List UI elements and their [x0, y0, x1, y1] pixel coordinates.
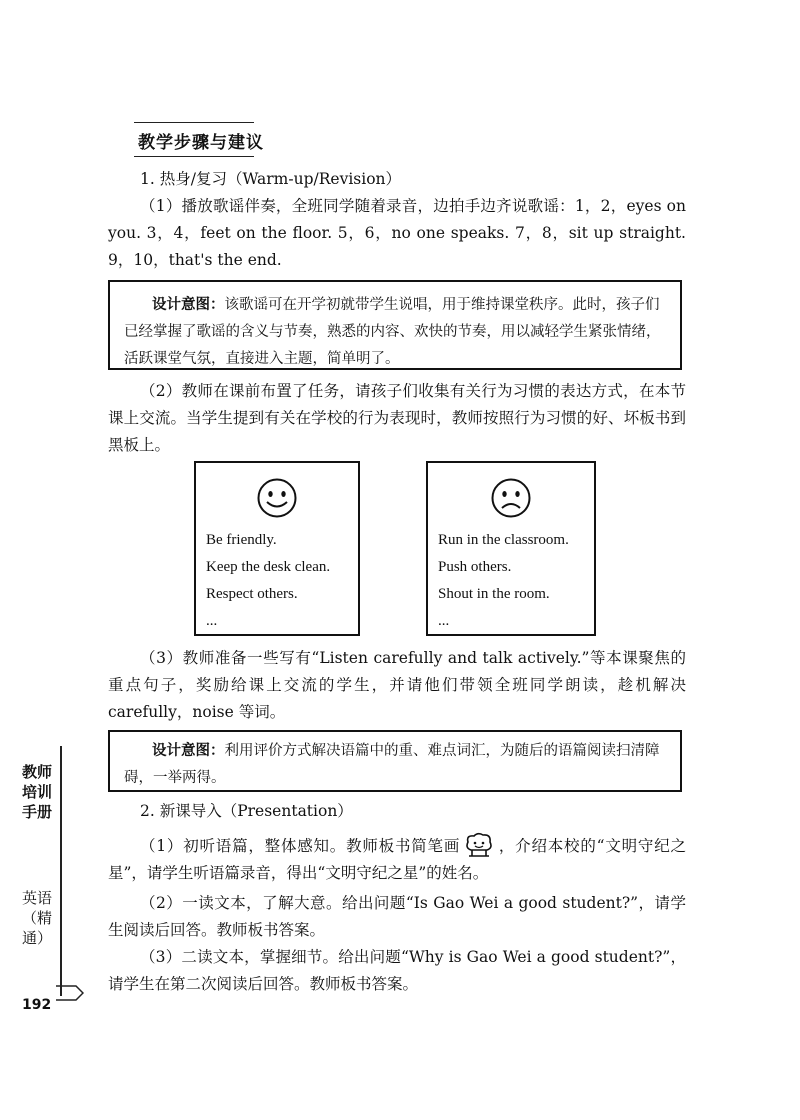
design-intent-box-2: [108, 730, 682, 792]
list-item: Respect others.: [206, 586, 298, 602]
list-item: Run in the classroom.: [438, 532, 569, 548]
design-intent-label: 设计意图：: [152, 743, 225, 759]
step1-paragraph-3: （3）教师准备一些写有“Listen carefully and talk actively.”等本课聚焦的重点句子，奖励给课上交流的学生，并请他们带领全班同学朗读，趁机解决 carefully，noise 等词。: [108, 649, 686, 721]
section-heading: 教学步骤与建议: [138, 133, 264, 153]
page-number: 192: [22, 997, 52, 1013]
star-student-sketch-icon: [462, 832, 496, 858]
design-intent-text: 利用评价方式解决语篇中的重、难点词汇，为随后的语篇阅读扫清障碍，一举两得。: [124, 743, 660, 786]
step1-paragraph-2: （2）教师在课前布置了任务，请孩子们收集有关行为习惯的表达方式，在本节课上交流。当学生提到有关在学校的行为表现时，教师按照行为习惯的好、坏板书到黑板上。: [108, 382, 686, 454]
sidebar-book-title: 教师培训手册: [21, 763, 52, 821]
list-item: ...: [206, 613, 218, 629]
smiley-face-icon: [256, 477, 298, 519]
page-marker-arrow-icon: [56, 984, 84, 1002]
step2-title: 2. 新课导入（Presentation）: [140, 802, 353, 820]
bad-behaviour-list: [438, 527, 569, 635]
step2-paragraph-3: （3）二读文本，掌握细节。给出问题“Why is Gao Wei a good student?”，请学生在第二次阅读后回答。教师板书答案。: [108, 948, 686, 993]
step1-title: 1. 热身/复习（Warm-up/Revision）: [140, 170, 402, 188]
list-item: Keep the desk clean.: [206, 559, 331, 575]
heading-rule-top: [134, 122, 254, 123]
list-item: Shout in the room.: [438, 586, 550, 602]
step2-paragraph-2: （2）一读文本，了解大意。给出问题“Is Gao Wei a good student?”，请学生阅读后回答。教师板书答案。: [108, 894, 686, 939]
sad-face-icon: [490, 477, 532, 519]
step2-paragraph-1: [108, 832, 686, 887]
heading-rule-bottom: [134, 156, 254, 157]
bad-behaviour-card: [426, 461, 596, 636]
design-intent-text: 该歌谣可在开学初就带学生说唱，用于维持课堂秩序。此时，孩子们已经掌握了歌谣的含义与节奏，熟悉的内容、欢快的节奏，用以减轻学生紧张情绪，活跃课堂气氛，直接进入主题，简单明了。: [124, 297, 661, 367]
design-intent-box-1: [108, 280, 682, 370]
list-item: Push others.: [438, 559, 512, 575]
sidebar-subject: 英语（精通）: [21, 889, 52, 947]
list-item: Be friendly.: [206, 532, 277, 548]
sidebar-rule: [60, 746, 62, 996]
good-behaviour-card: [194, 461, 360, 636]
good-behaviour-list: [206, 527, 330, 635]
step1-paragraph-1: （1）播放歌谣伴奏，全班同学随着录音，边拍手边齐说歌谣：1，2，eyes on you. 3，4，feet on the floor. 5，6，no one speaks. 7，8，sit up straight. 9，10，that's the end.: [108, 197, 686, 269]
design-intent-label: 设计意图：: [152, 297, 225, 313]
list-item: ...: [438, 613, 450, 629]
step2-paragraph-1-start: （1）初听语篇，整体感知。教师板书简笔画: [140, 837, 461, 855]
step2-paragraph-1-end: ，介绍本校的“文明守纪之星”，请学生听语篇录音，得出“文明守纪之星”的姓名。: [108, 837, 686, 882]
